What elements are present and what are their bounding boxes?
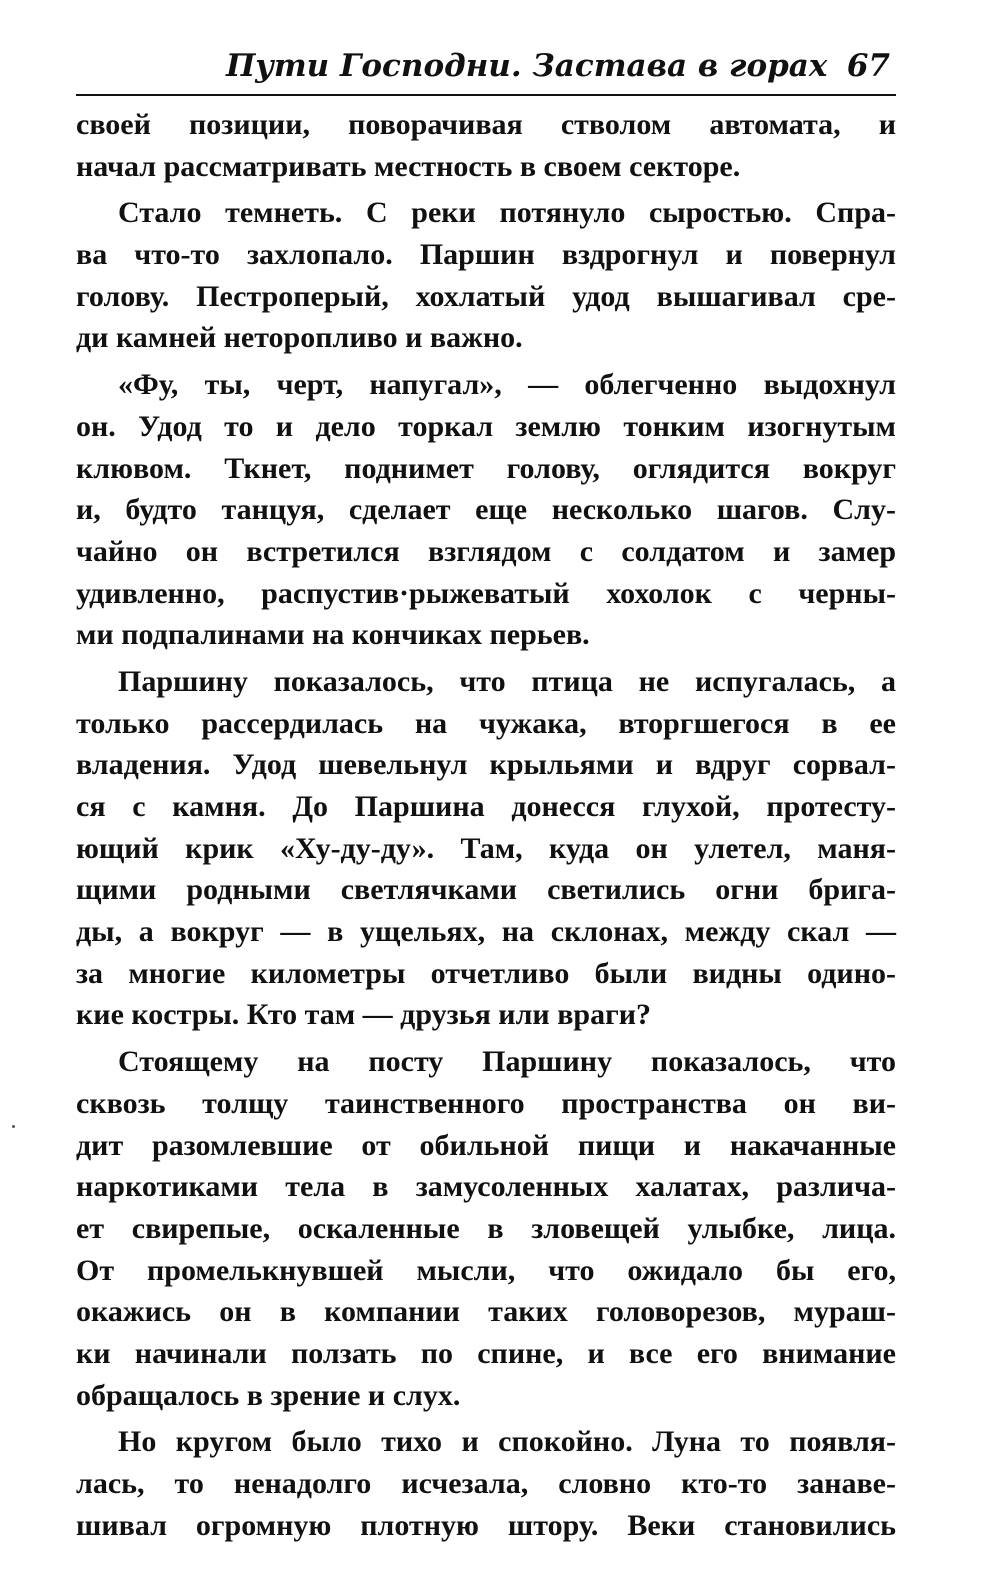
book-page bbox=[76, 40, 896, 1551]
text-line: ди камней неторопливо и важно. bbox=[76, 321, 523, 355]
text-line: начал рассматривать местность в своем секторе. bbox=[76, 149, 741, 183]
text-line: ся с камня. До Паршина донесся глухой, протесту- bbox=[76, 790, 896, 823]
text-line: дит разомлевшие от обильной пищи и накачанные bbox=[76, 1128, 896, 1162]
text-line: за многие километры отчетливо были видны одино- bbox=[76, 956, 896, 990]
running-title: Пути Господни. Застава в горах bbox=[226, 48, 828, 84]
text-line: ва что-то захлопало. Паршин вздрогнул и повернул bbox=[76, 238, 896, 272]
body-text bbox=[76, 104, 896, 1546]
text-line: От промелькнувшей мысли, что ожидало бы его, bbox=[76, 1253, 896, 1287]
text-line: «Фу, ты, черт, напугал», — облегченно выдохнул bbox=[118, 368, 896, 402]
text-line: Стоящему на посту Паршину показалось, что bbox=[118, 1045, 896, 1079]
text-line: чайно он встретился взглядом с солдатом и замер bbox=[76, 534, 896, 568]
paragraph bbox=[76, 364, 896, 656]
paragraph bbox=[76, 1041, 896, 1416]
text-line: он. Удод то и дело торкал землю тонким изогнутым bbox=[76, 409, 896, 443]
paragraph bbox=[76, 661, 896, 1036]
text-line: и, будто танцуя, сделает еще несколько шагов. Слу- bbox=[76, 493, 896, 527]
header-rule bbox=[76, 94, 896, 96]
text-line: лась, то ненадолго исчезала, словно кто-то занаве- bbox=[76, 1467, 896, 1500]
text-line: Но кругом было тихо и спокойно. Луна то появля- bbox=[118, 1425, 896, 1459]
text-line: клювом. Ткнет, поднимет голову, оглядится вокруг bbox=[76, 451, 896, 485]
text-line: ми подпалинами на кончиках перьев. bbox=[76, 618, 590, 652]
text-line: Паршину показалось, что птица не испугалась, а bbox=[118, 664, 896, 698]
print-speck bbox=[12, 1125, 15, 1128]
text-line: ки начинали ползать по спине, и все его внимание bbox=[76, 1336, 896, 1370]
text-line: только рассердилась на чужака, вторгшегося в ее bbox=[76, 706, 896, 740]
text-line: щими родными светлячками светились огни брига- bbox=[76, 873, 896, 907]
text-line: кие костры. Кто там — друзья или враги? bbox=[76, 998, 651, 1032]
text-line: своей позиции, поворачивая стволом автомата, и bbox=[76, 108, 896, 141]
text-line: наркотиками тела в замусоленных халатах, различа- bbox=[76, 1170, 896, 1204]
paragraph bbox=[76, 1421, 896, 1546]
paragraph bbox=[76, 104, 896, 187]
page-number: 67 bbox=[846, 48, 890, 84]
text-line: ды, а вокруг — в ущельях, на склонах, между скал — bbox=[76, 915, 896, 949]
text-line: окажись он в компании таких головорезов, мураш- bbox=[76, 1295, 896, 1329]
text-line: голову. Пестроперый, хохлатый удод вышагивал сре- bbox=[76, 279, 896, 313]
text-line: шивал огромную плотную штору. Веки становились bbox=[76, 1508, 896, 1542]
text-line: владения. Удод шевельнул крыльями и вдруг сорвал- bbox=[76, 748, 896, 782]
text-line: ющий крик «Ху-ду-ду». Там, куда он улетел, маня- bbox=[76, 831, 896, 865]
paragraph bbox=[76, 192, 896, 359]
text-line: сквозь толщу таинственного пространства он ви- bbox=[76, 1086, 896, 1120]
text-line: Стало темнеть. С реки потянуло сыростью. Спра- bbox=[118, 196, 896, 230]
text-line: ет свирепые, оскаленные в зловещей улыбке, лица. bbox=[76, 1211, 896, 1245]
text-line: удивленно, распустив·рыжеватый хохолок с черны- bbox=[76, 576, 896, 610]
text-line: обращалось в зрение и слух. bbox=[76, 1378, 461, 1412]
running-head bbox=[76, 40, 896, 98]
